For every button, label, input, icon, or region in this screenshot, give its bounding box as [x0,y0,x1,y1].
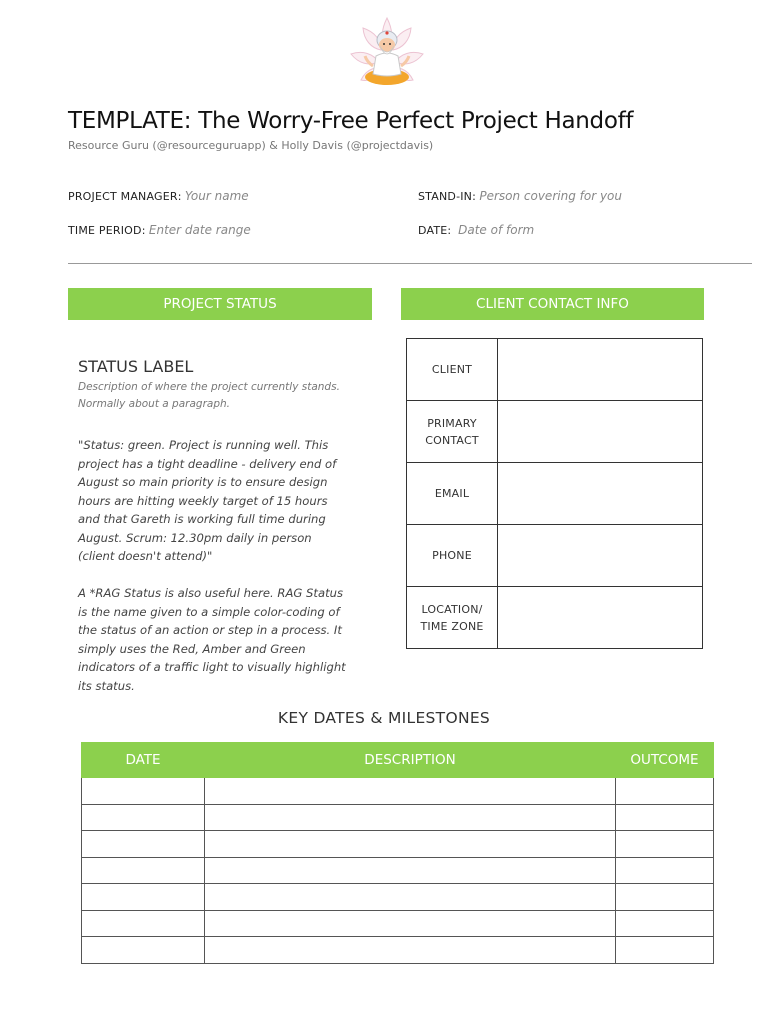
date-cell[interactable] [82,937,205,964]
project-manager-value[interactable]: Your name [184,189,249,203]
contact-row-email [407,463,703,525]
description-column-header: DESCRIPTION [205,743,616,778]
table-row [82,778,714,805]
status-label: STATUS LABEL [78,357,194,376]
outcome-cell[interactable] [616,778,714,805]
contact-row-location [407,587,703,649]
table-row [82,937,714,964]
stand-in-value[interactable]: Person covering for you [479,189,622,203]
project-manager-field: PROJECT MANAGER: Your name [68,189,249,203]
table-row [82,857,714,884]
date-label: DATE [418,224,448,237]
outcome-cell[interactable] [616,857,714,884]
date-cell[interactable] [82,910,205,937]
time-period-field: TIME PERIOD: Enter date range [68,223,251,237]
status-description: Description of where the project currently stands. Normally about a paragraph. [78,381,340,410]
phone-value-cell[interactable] [498,525,703,587]
location-time-zone-label: LOCATION/ TIME ZONE [407,587,498,649]
table-row [82,884,714,911]
outcome-column-header: OUTCOME [616,743,714,778]
date-cell[interactable] [82,831,205,858]
table-row [82,910,714,937]
key-dates-title: KEY DATES & MILESTONES [277,709,491,727]
client-label: CLIENT [407,339,498,401]
project-manager-label: PROJECT MANAGER [68,190,178,203]
outcome-cell[interactable] [616,910,714,937]
contact-row-primary-contact [407,401,703,463]
date-cell[interactable] [82,778,205,805]
description-cell[interactable] [205,910,616,937]
description-cell[interactable] [205,778,616,805]
client-contact-table [406,338,703,649]
date-value[interactable]: Date of form [458,223,535,237]
description-cell[interactable] [205,884,616,911]
outcome-cell[interactable] [616,884,714,911]
date-cell[interactable] [82,804,205,831]
table-row [82,804,714,831]
outcome-cell[interactable] [616,831,714,858]
resource-guru-logo [349,16,425,92]
date-field: DATE: Date of form [418,223,535,237]
location-time-zone-value-cell[interactable] [498,587,703,649]
client-contact-header: CLIENT CONTACT INFO [401,288,704,320]
page-subtitle: Resource Guru (@resourceguruapp) & Holly Davis (@projectdavis) [68,139,434,152]
stand-in-label: STAND-IN [418,190,473,203]
page-title: TEMPLATE: The Worry-Free Perfect Project Handoff [68,108,634,134]
description-cell[interactable] [205,804,616,831]
divider [68,263,752,264]
email-label: EMAIL [407,463,498,525]
key-dates-table [81,742,714,964]
description-cell[interactable] [205,831,616,858]
outcome-cell[interactable] [616,937,714,964]
status-example: "Status: green. Project is running well. This project has a tight deadline - delivery end of August so main priority is to ensure design hours are hitting weekly target of 15 hours and that Gareth is working full time during August. Scrum: 12.30pm daily in person (client doesn't attend)" [78,438,337,563]
date-column-header: DATE [82,743,205,778]
project-status-header: PROJECT STATUS [68,288,372,320]
phone-label: PHONE [407,525,498,587]
date-cell[interactable] [82,884,205,911]
description-cell[interactable] [205,857,616,884]
rag-status-note: A *RAG Status is also useful here. RAG Status is the name given to a simple color-coding of the status of an action or step in a process. It simply uses the Red, Amber and Green indicators of a traffic light to visually highlight its status. [78,586,346,693]
contact-row-phone [407,525,703,587]
key-dates-header-row [82,743,714,778]
stand-in-field: STAND-IN: Person covering for you [418,189,622,203]
date-cell[interactable] [82,857,205,884]
outcome-cell[interactable] [616,804,714,831]
table-row [82,831,714,858]
contact-row-client [407,339,703,401]
email-value-cell[interactable] [498,463,703,525]
time-period-label: TIME PERIOD [68,224,142,237]
client-value-cell[interactable] [498,339,703,401]
primary-contact-label: PRIMARY CONTACT [407,401,498,463]
primary-contact-value-cell[interactable] [498,401,703,463]
time-period-value[interactable]: Enter date range [148,223,251,237]
description-cell[interactable] [205,937,616,964]
